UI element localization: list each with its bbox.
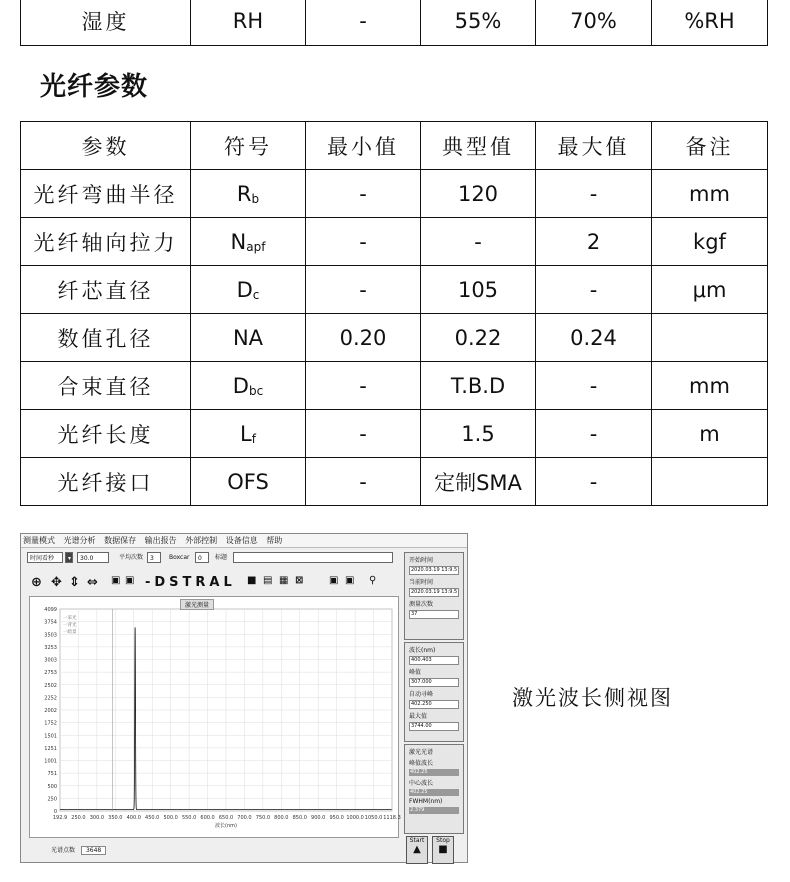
table-row [21, 266, 768, 314]
cell-note [652, 458, 768, 506]
x-tick-label: 350.0 [108, 815, 123, 821]
wl-label: 波长(nm) [409, 647, 436, 654]
bulb-icon[interactable]: ▣ [111, 575, 121, 586]
x-tick-label: 1118.3 [383, 815, 401, 821]
menu-item[interactable]: 光谱分析 [63, 536, 96, 545]
symbol-subscript: b [251, 191, 260, 206]
avg-input[interactable]: 3 [147, 552, 161, 563]
symbol-subscript: f [251, 431, 256, 446]
cell-max: - [536, 410, 652, 458]
current-time-value: 2020.03.19 13:9.5 [411, 589, 458, 595]
count-label: 测量次数 [409, 601, 434, 608]
chevron-down-icon[interactable]: ▾ [65, 552, 73, 563]
max-label: 最大值 [409, 713, 428, 720]
x-tick-label: 250.0 [71, 815, 86, 821]
x-tick-label: 850.0 [292, 815, 307, 821]
peak-wl-label: 峰值波长 [409, 760, 434, 767]
table-row [21, 314, 768, 362]
x-tick-label: 192.9 [52, 815, 68, 821]
cell-note: %RH [652, 0, 768, 46]
cell-min: - [306, 362, 421, 410]
laser-label: 激光光谱 [409, 749, 434, 756]
y-tick-label: 3754 [44, 619, 57, 626]
menu-item[interactable]: 外部控制 [185, 536, 218, 545]
symbol-text: NA [232, 325, 264, 350]
y-scale-icon[interactable]: ⇕ [69, 575, 80, 590]
x-tick-label: 1000.0 [346, 815, 364, 821]
table-header-row [21, 122, 768, 170]
symbol-subscript: apf [246, 239, 266, 254]
cell-typ: 105 [421, 266, 536, 314]
y-tick-label: 2502 [44, 682, 57, 689]
stop-button[interactable] [432, 836, 454, 864]
cell-typ: 定制SMA [421, 458, 536, 506]
cell-max: 2 [536, 218, 652, 266]
x-axis-label: 波长(nm) [215, 823, 237, 829]
table-row [21, 170, 768, 218]
x-tick-label: 550.0 [181, 815, 197, 821]
cell-min: - [306, 0, 421, 46]
y-tick-label: 4099 [44, 607, 57, 613]
x-scale-icon[interactable]: ⇔ [87, 575, 98, 590]
legend-entry: 一暗景 [63, 630, 77, 635]
table-row [21, 410, 768, 458]
current-time-label: 当前时间 [409, 579, 434, 586]
y-tick-label: 1001 [44, 758, 57, 765]
cell-typ: 1.5 [421, 410, 536, 458]
plot-title: 激光测量 [180, 599, 214, 610]
info-icon[interactable]: ▣ [329, 575, 339, 586]
cell-symbol [191, 458, 306, 506]
cell-symbol: RH [191, 0, 306, 46]
cell-param: 光纤弯曲半径 [21, 170, 191, 218]
cell-note: mm [652, 170, 768, 218]
header-cell: 参数 [21, 122, 191, 170]
cell-max: - [536, 266, 652, 314]
cell-param: 合束直径 [21, 362, 191, 410]
count-value: 37 [409, 610, 459, 619]
x-tick-label: 400.0 [126, 815, 141, 821]
x-tick-label: 300.0 [89, 815, 105, 821]
cell-symbol [191, 218, 306, 266]
symbol-text: OFS [227, 469, 269, 494]
cell-note: μm [652, 266, 768, 314]
cell-param: 纤芯直径 [21, 266, 191, 314]
peak-wl-value: 402.25 [409, 769, 459, 776]
zoom-in-icon[interactable]: ⊕ [31, 575, 42, 590]
cell-param: 数值孔径 [21, 314, 191, 362]
cell-note [652, 314, 768, 362]
y-tick-label: 2002 [44, 708, 57, 714]
table-row [21, 218, 768, 266]
fiber-param-table [20, 121, 768, 506]
y-tick-label: 751 [47, 771, 57, 778]
cell-symbol [191, 170, 306, 218]
x-tick-label: 750.0 [255, 815, 271, 821]
y-tick-label: 2753 [44, 670, 57, 677]
cell-min: - [306, 458, 421, 506]
symbol-text: R [236, 181, 252, 206]
center-wl-value: 402.25 [409, 789, 459, 796]
y-tick-label: 3503 [44, 632, 57, 639]
cell-symbol [191, 410, 306, 458]
bulb-off-icon[interactable]: ▣ [125, 575, 135, 586]
x-tick-label: 500.0 [163, 815, 178, 821]
y-tick-label: 0 [53, 809, 57, 815]
cell-typ: 55% [421, 0, 536, 46]
stop-icon: ■ [438, 844, 448, 855]
symbol-text: L [240, 421, 252, 446]
menu-item[interactable]: 帮助 [266, 536, 283, 545]
peak-label: 峰值 [409, 669, 422, 676]
control-bar [23, 550, 403, 564]
menu-item[interactable]: 输出报告 [144, 536, 177, 545]
auto-peak-label: 自动寻峰 [409, 691, 434, 698]
cell-min: - [306, 266, 421, 314]
legend-entry: 一背光 [63, 623, 77, 628]
y-tick-label: 1752 [44, 720, 57, 727]
menu-bar [21, 534, 467, 548]
boxcar-label: Boxcar [169, 554, 190, 561]
cell-typ: T.B.D [421, 362, 536, 410]
points-label: 光谱点数 [51, 847, 76, 854]
x-tick-label: 900.0 [311, 815, 326, 821]
cell-min: - [306, 218, 421, 266]
y-tick-label: 3003 [44, 657, 57, 664]
cell-symbol [191, 362, 306, 410]
cell-param: 光纤长度 [21, 410, 191, 458]
y-tick-label: 250 [47, 796, 57, 803]
laser-panel [404, 744, 464, 834]
table-row [21, 0, 768, 46]
legend-entry: 一采光 [63, 616, 77, 621]
header-cell: 典型值 [421, 122, 536, 170]
peak-value: 307.000 [409, 678, 459, 687]
export-icon[interactable]: ▦ [279, 575, 289, 586]
points-value: 3648 [81, 846, 106, 855]
start-time-label: 开始时间 [409, 557, 434, 564]
start-button[interactable] [406, 836, 428, 864]
fwhm-label: FWHM(nm) [409, 798, 443, 805]
max-value: 3744.00 [409, 722, 459, 731]
cell-note: mm [652, 362, 768, 410]
header-cell: 最大值 [536, 122, 652, 170]
symbol-subscript: c [252, 287, 260, 302]
avg-label: 平均次数 [119, 554, 144, 561]
integration-input[interactable]: 30.0 [77, 552, 109, 563]
remark-label: 标题 [215, 554, 228, 561]
x-tick-label: 450.0 [145, 815, 160, 821]
symbol-text: D [236, 277, 253, 302]
section-title: 光纤参数 [40, 72, 149, 102]
status-bar [51, 845, 106, 855]
y-tick-label: 3253 [44, 644, 57, 651]
toolbar [23, 575, 403, 591]
play-icon: ▲ [413, 844, 421, 855]
cell-symbol [191, 266, 306, 314]
symbol-subscript: bc [248, 383, 264, 398]
menu-item[interactable]: 设备信息 [225, 536, 258, 545]
x-tick-label: 800.0 [274, 815, 289, 821]
x-tick-label: 650.0 [218, 815, 234, 821]
cell-max: - [536, 362, 652, 410]
cell-param: 湿度 [21, 0, 191, 46]
x-tick-label: 1050.0 [364, 815, 383, 821]
figure-caption: 激光波长侧视图 [512, 686, 673, 710]
cell-typ: 120 [421, 170, 536, 218]
menu-item[interactable]: 数据保存 [104, 536, 137, 545]
symbol-text: D [232, 373, 249, 398]
cell-param: 光纤轴向拉力 [21, 218, 191, 266]
x-tick-label: 700.0 [237, 815, 252, 821]
y-tick-label: 1501 [44, 733, 57, 740]
cell-symbol [191, 314, 306, 362]
start-time-value: 2020.03.19 13:9.5 [411, 567, 458, 573]
cell-max: - [536, 458, 652, 506]
header-cell: 备注 [652, 122, 768, 170]
center-wl-label: 中心波长 [409, 780, 434, 787]
header-cell: 最小值 [306, 122, 421, 170]
cell-note: m [652, 410, 768, 458]
table-row [21, 362, 768, 410]
cell-max: 70% [536, 0, 652, 46]
cell-min: 0.20 [306, 314, 421, 362]
y-tick-label: 500 [47, 783, 57, 790]
print-icon[interactable]: ▤ [263, 575, 273, 586]
spectrometer-window [20, 533, 468, 863]
time-panel [404, 552, 464, 640]
cell-min: - [306, 410, 421, 458]
cell-typ: - [421, 218, 536, 266]
stop-label: Stop [436, 837, 450, 844]
menu-item[interactable]: 测量模式 [23, 536, 55, 545]
settings-icon[interactable]: ▣ [345, 575, 355, 586]
y-tick-label: 1251 [44, 745, 57, 752]
table-row [21, 458, 768, 506]
wl-value: 400.403 [409, 656, 459, 665]
symbol-text: N [230, 229, 247, 254]
start-label: Start [409, 837, 425, 844]
header-cell: 符号 [191, 122, 306, 170]
cell-min: - [306, 170, 421, 218]
y-tick-label: 2252 [44, 695, 57, 702]
cell-param: 光纤接口 [21, 458, 191, 506]
search-icon[interactable]: ⚲ [369, 575, 377, 586]
spectrum-svg [30, 597, 401, 837]
fwhm-value: 2.379 [409, 807, 459, 814]
close-icon[interactable]: ⊠ [295, 575, 304, 586]
save-icon[interactable]: ■ [247, 575, 257, 586]
humidity-table [20, 0, 768, 46]
x-tick-label: 950.0 [329, 815, 344, 821]
wavelength-panel [404, 642, 464, 742]
cell-max: 0.24 [536, 314, 652, 362]
x-tick-label: 600.0 [200, 815, 215, 821]
brand-logo: -DSTRAL [145, 575, 236, 590]
auto-peak-value: 402.250 [409, 700, 459, 709]
cell-note: kgf [652, 218, 768, 266]
mode-select[interactable]: 时间看秒 [27, 552, 63, 563]
remark-input[interactable] [233, 552, 393, 563]
cell-typ: 0.22 [421, 314, 536, 362]
spectrum-plot[interactable] [29, 596, 399, 838]
move-icon[interactable]: ✥ [51, 575, 62, 590]
cell-max: - [536, 170, 652, 218]
boxcar-input[interactable]: 0 [195, 552, 209, 563]
